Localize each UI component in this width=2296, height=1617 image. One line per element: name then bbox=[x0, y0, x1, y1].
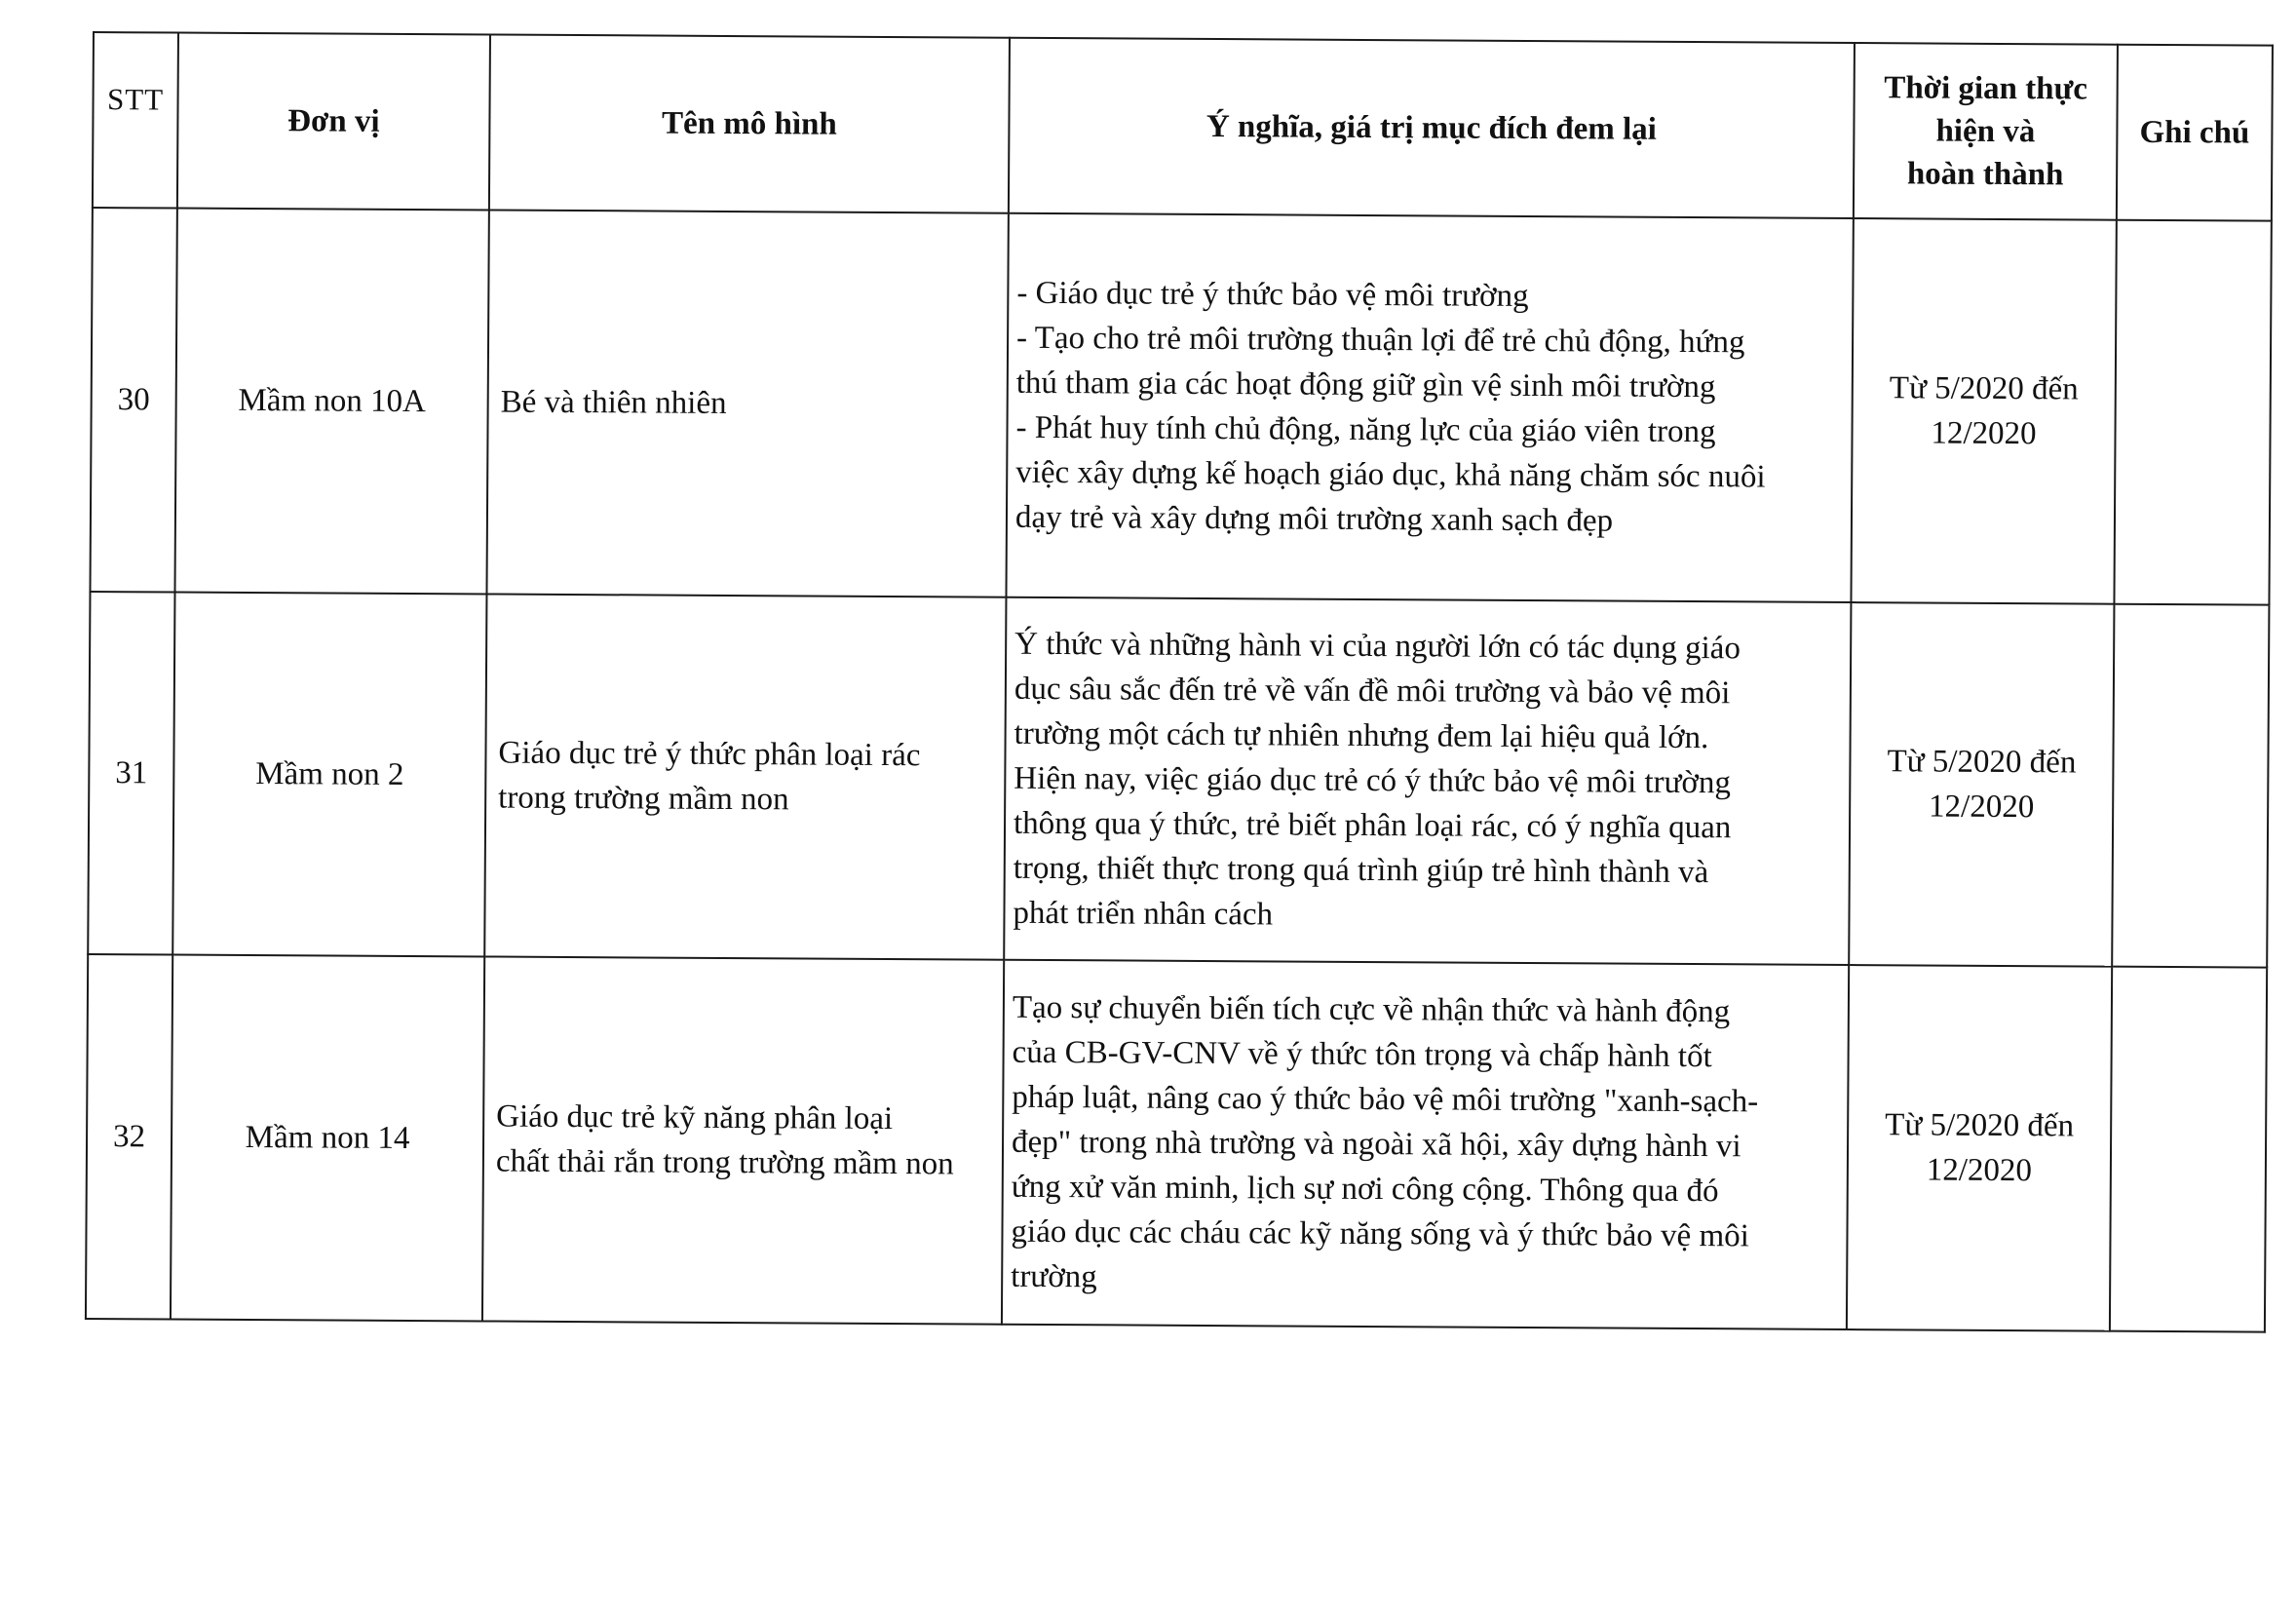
time-line: Từ 5/2020 đến bbox=[1885, 1107, 2075, 1144]
time-line: Từ 5/2020 đến bbox=[1887, 744, 2077, 781]
cell-unit: Mầm non 10A bbox=[174, 209, 488, 595]
cell-unit: Mầm non 2 bbox=[172, 593, 486, 957]
cell-stt: 31 bbox=[88, 592, 174, 955]
meaning-line: Hiện nay, việc giáo dục trẻ có ý thức bảo vệ môi trường bbox=[1014, 760, 1732, 801]
meaning-line: Ý thức và những hành vi của người lớn có tác dụng giáo bbox=[1014, 626, 1741, 667]
table-row bbox=[88, 592, 2269, 968]
header-time-line: hoàn thành bbox=[1906, 156, 2064, 193]
meaning-line: của CB-GV-CNV về ý thức tôn trọng và chấp hành tốt bbox=[1012, 1034, 1712, 1075]
meaning-line: trường bbox=[1011, 1258, 1097, 1295]
cell-model-name bbox=[484, 594, 1006, 959]
table-header-row bbox=[93, 32, 2273, 221]
meaning-line: đẹp" trong nhà trường và ngoài xã hội, xây dựng hành vi bbox=[1011, 1124, 1741, 1165]
cell-meaning bbox=[1004, 597, 1851, 965]
header-unit: Đơn vị bbox=[177, 33, 490, 211]
model-name-line: chất thải rắn trong trường mầm non bbox=[495, 1143, 954, 1182]
time-line: 12/2020 bbox=[1926, 1152, 2033, 1189]
cell-model-name bbox=[482, 956, 1004, 1324]
model-name-line: Giáo dục trẻ ý thức phân loại rác bbox=[498, 735, 921, 774]
header-note: Ghi chú bbox=[2117, 45, 2273, 221]
cell-stt: 30 bbox=[90, 208, 176, 593]
meaning-line: - Phát huy tính chủ động, năng lực của giáo viên trong bbox=[1015, 409, 1716, 450]
header-meaning: Ý nghĩa, giá trị mục đích đem lại bbox=[1009, 38, 1855, 218]
document-page bbox=[85, 31, 2272, 1333]
time-line: Từ 5/2020 đến bbox=[1889, 370, 2079, 407]
meaning-line: - Tạo cho trẻ môi trường thuận lợi để trẻ chủ động, hứng bbox=[1015, 320, 1745, 361]
meaning-line: pháp luật, nâng cao ý thức bảo vệ môi trường "xanh-sạch- bbox=[1012, 1079, 1759, 1120]
cell-time bbox=[1849, 602, 2114, 967]
cell-note bbox=[2112, 604, 2269, 968]
model-name-line: trong trường mầm non bbox=[498, 780, 789, 818]
meaning-line: Tạo sự chuyển biến tích cực về nhận thức và hành động bbox=[1012, 989, 1731, 1030]
cell-note bbox=[2114, 220, 2271, 605]
meaning-line: trường một cách tự nhiên nhưng đem lại hiệu quả lớn. bbox=[1014, 715, 1709, 756]
cell-note bbox=[2110, 967, 2267, 1332]
cell-model-name: Bé và thiên nhiên bbox=[486, 210, 1008, 597]
meaning-line: giáo dục các cháu các kỹ năng sống và ý thức bảo vệ môi bbox=[1011, 1213, 1749, 1254]
meaning-line: dạy trẻ và xây dựng môi trường xanh sạch đẹp bbox=[1014, 499, 1614, 539]
meaning-line: thông qua ý thức, trẻ biết phân loại rác, có ý nghĩa quan bbox=[1013, 805, 1732, 846]
meaning-line: thú tham gia các hoạt động giữ gìn vệ sinh môi trường bbox=[1015, 365, 1716, 405]
meaning-line: trọng, thiết thực trong quá trình giúp trẻ hình thành và bbox=[1013, 850, 1709, 891]
header-stt: STT bbox=[93, 32, 178, 209]
meaning-line: việc xây dựng kế hoạch giáo dục, khả năng chăm sóc nuôi bbox=[1015, 454, 1766, 495]
cell-stt: 32 bbox=[86, 954, 172, 1320]
meaning-line: - Giáo dục trẻ ý thức bảo vệ môi trường bbox=[1016, 275, 1529, 315]
table-row bbox=[86, 954, 2267, 1332]
header-time bbox=[1854, 43, 2118, 220]
model-name-line: Giáo dục trẻ kỹ năng phân loại bbox=[496, 1098, 894, 1137]
cell-meaning bbox=[1002, 960, 1849, 1329]
cell-time bbox=[1847, 965, 2112, 1331]
time-line: 12/2020 bbox=[1928, 789, 2035, 826]
header-time-line: Thời gian thực bbox=[1884, 70, 2088, 107]
cell-meaning bbox=[1006, 213, 1853, 602]
header-time-line: hiện và bbox=[1935, 113, 2036, 150]
header-model-name: Tên mô hình bbox=[489, 34, 1010, 212]
meaning-line: phát triển nhân cách bbox=[1013, 895, 1274, 933]
cell-unit: Mầm non 14 bbox=[171, 955, 484, 1322]
meaning-line: dục sâu sắc đến trẻ về vấn đề môi trường và bảo vệ môi bbox=[1014, 671, 1731, 712]
time-line: 12/2020 bbox=[1931, 415, 2037, 452]
table-row bbox=[90, 208, 2271, 605]
cell-time bbox=[1851, 218, 2116, 604]
meaning-line: ứng xử văn minh, lịch sự nơi công cộng. Thông qua đó bbox=[1011, 1169, 1719, 1210]
models-table bbox=[85, 31, 2274, 1333]
